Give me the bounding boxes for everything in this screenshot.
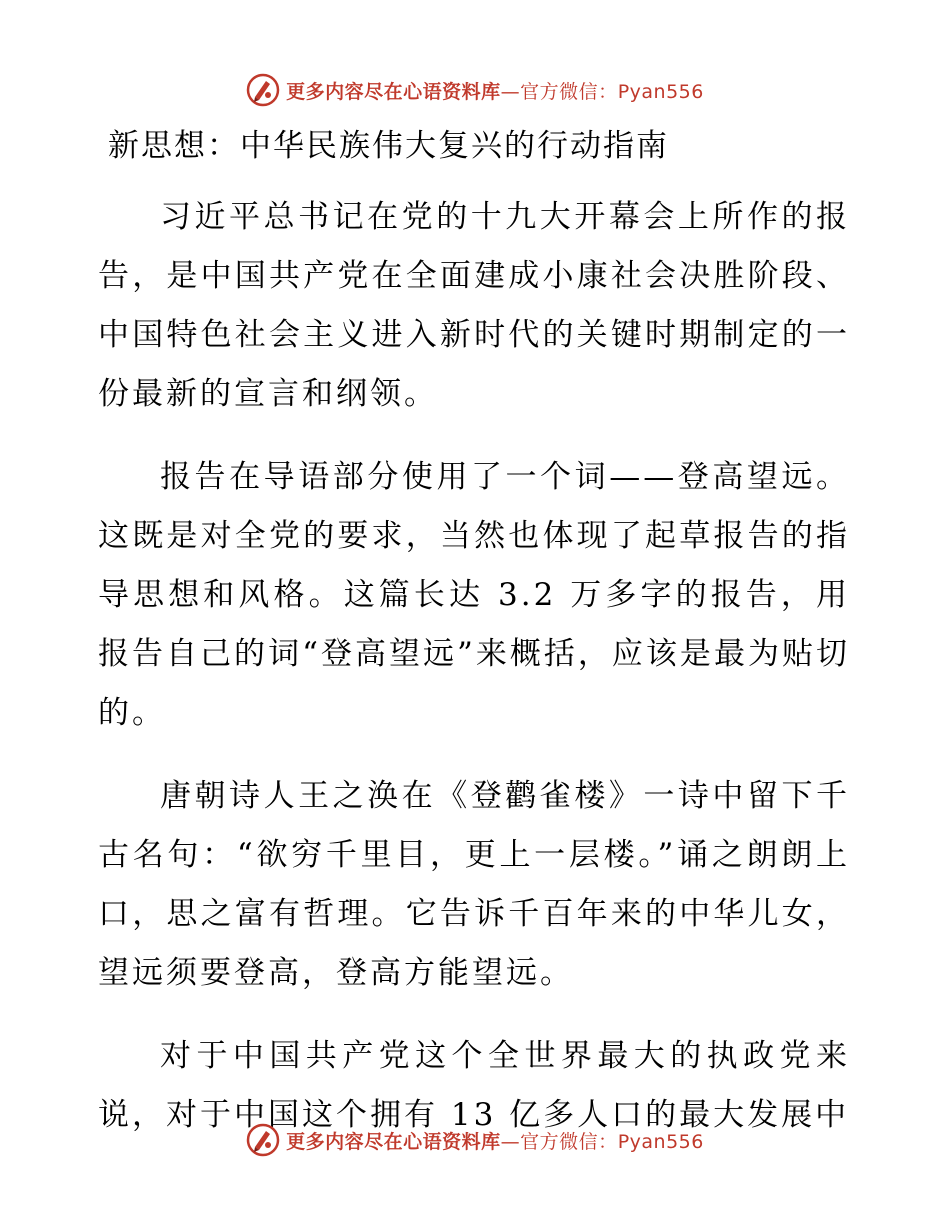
header-banner-text	[286, 77, 704, 104]
header-banner	[0, 70, 950, 110]
document-body	[98, 188, 850, 1169]
header-separator: —	[500, 80, 521, 103]
footer-wechat-label: 官方微信：	[520, 1130, 618, 1153]
brand-logo-icon	[246, 1123, 280, 1157]
header-wechat-label: 官方微信：	[520, 80, 618, 103]
paragraph: 报告在导语部分使用了一个词——登高望远。这既是对全党的要求，当然也体现了起草报告的指导思想和风格。这篇长达 3.2 万多字的报告，用报告自己的词“登高望远”来概括，应该是最为贴切的。	[98, 459, 850, 731]
paragraph: 习近平总书记在党的十九大开幕会上所作的报告，是中国共产党在全面建成小康社会决胜阶段、中国特色社会主义进入新时代的关键时期制定的一份最新的宣言和纲领。	[98, 199, 850, 412]
brand-logo-icon	[246, 73, 280, 107]
footer-banner-text	[286, 1127, 704, 1154]
footer-promo-text: 更多内容尽在心语资料库	[286, 1130, 501, 1153]
document-title: 新思想：中华民族伟大复兴的行动指南	[108, 128, 669, 164]
header-promo-text: 更多内容尽在心语资料库	[286, 80, 501, 103]
header-wechat-id: Pyan556	[617, 80, 704, 103]
footer-separator: —	[500, 1130, 521, 1153]
paragraph: 对于中国共产党这个全世界最大的执政党来说，对于中国这个拥有 13 亿多人口的最大发展中	[98, 1038, 850, 1133]
footer-banner	[0, 1120, 950, 1160]
footer-wechat-id: Pyan556	[617, 1130, 704, 1153]
paragraph: 唐朝诗人王之涣在《登鹳雀楼》一诗中留下千古名句：“欲穷千里目，更上一层楼。”诵之朗朗上口，思之富有哲理。它告诉千百年来的中华儿女，望远须要登高，登高方能望远。	[98, 778, 850, 991]
